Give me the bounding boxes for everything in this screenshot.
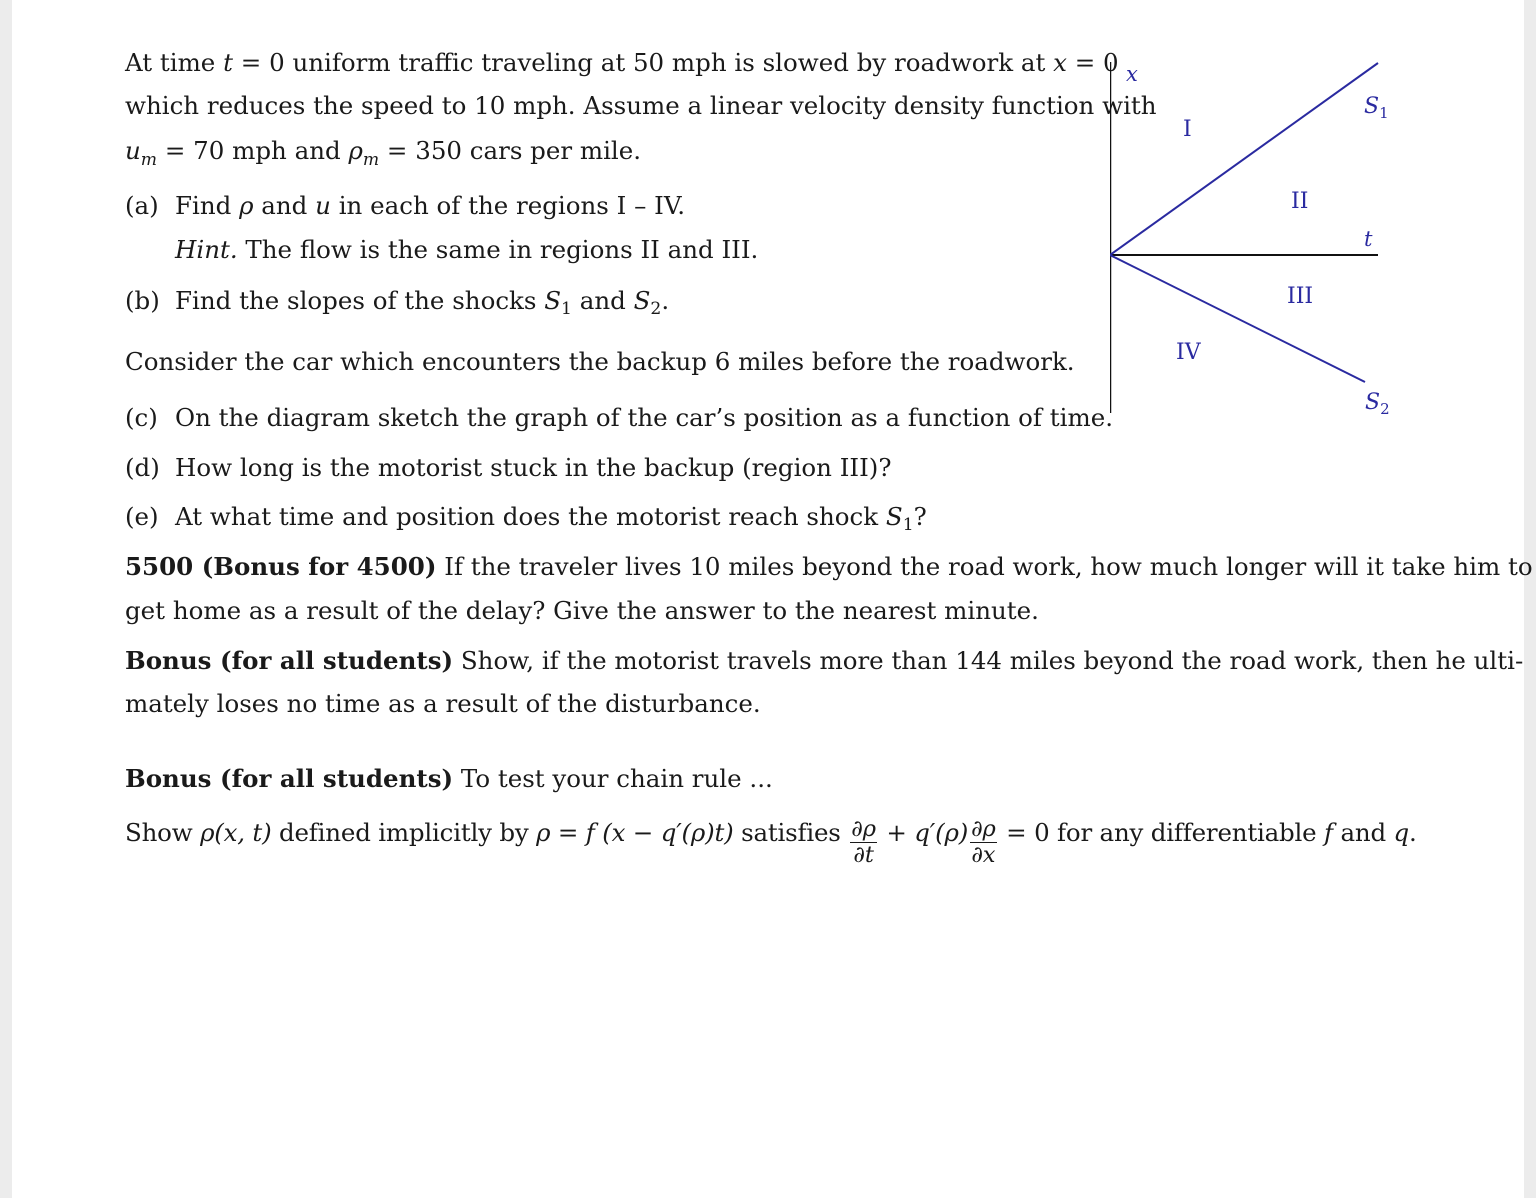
region-IV-label: IV [1176, 340, 1201, 365]
hint-text: Hint. The flow is the same in regions II and III. [175, 235, 759, 264]
bonus-5500-line-2: get home as a result of the delay? Give the answer to the nearest minute. [125, 596, 1039, 625]
part-e-label: (e) [125, 502, 159, 531]
bonus-all-2-line-1: Bonus (for all students) To test your chain rule ... [125, 764, 773, 793]
chain-rule-equation: Show ρ(x, t) defined implicitly by ρ = f (x − q′(ρ)t) satisfies $\frac{\partial\rho}{\partial t}$ + q′(ρ) $\frac{\partial\rho}{\partial x}$ = 0 for any differentiable f and q. [125, 816, 1417, 868]
intro-line-1: At time t = 0 uniform traffic traveling at 50 mph is slowed by roadwork at x = 0 [125, 48, 1119, 77]
bonus-all-1-line-2: mately loses no time as a result of the disturbance. [125, 689, 761, 718]
shock-s1-label: $S_1$ [1364, 94, 1389, 122]
part-d-label: (d) [125, 453, 160, 482]
part-a-text: Find ρ and u in each of the regions I – IV. [175, 191, 686, 220]
part-c-text: On the diagram sketch the graph of the car’s position as a function of time. [175, 403, 1113, 432]
axis-x-label: x [1126, 62, 1138, 86]
part-b-text: Find the slopes of the shocks $S_1$ and $S_2$. [175, 286, 670, 320]
bonus-5500-line-1: 5500 (Bonus for 4500) If the traveler lives 10 miles beyond the road work, how much longer will it take him to [125, 552, 1533, 581]
part-a-label: (a) [125, 191, 159, 220]
document-page [12, 0, 1533, 1198]
axis-t-label: t [1364, 227, 1373, 251]
intro-line-3: $u_m = 70$ mph and $\rho_m = 350$ cars per mile. [125, 136, 642, 170]
region-II-label: II [1291, 189, 1309, 214]
part-b-label: (b) [125, 286, 160, 315]
part-e-text: At what time and position does the motorist reach shock $S_1$? [175, 502, 927, 536]
region-III-label: III [1287, 284, 1314, 309]
part-d-text: How long is the motorist stuck in the backup (region III)? [175, 453, 892, 482]
part-c-label: (c) [125, 403, 158, 432]
partial-rho-x-fraction: $\frac{\partial\rho}{\partial x}$ [971, 816, 996, 868]
partial-rho-t-fraction: $\frac{\partial\rho}{\partial t}$ [851, 816, 876, 868]
bonus-all-1-line-1: Bonus (for all students) Show, if the motorist travels more than 144 miles beyond the road work, then he ulti- [125, 646, 1524, 675]
shock-s1-line [1110, 63, 1378, 255]
shock-s2-line [1110, 255, 1365, 382]
consider-text: Consider the car which encounters the backup 6 miles before the roadwork. [125, 347, 1075, 376]
intro-line-2: which reduces the speed to 10 mph. Assume a linear velocity density function with [125, 91, 1157, 120]
shock-wave-diagram [1110, 50, 1410, 430]
region-I-label: I [1183, 117, 1192, 142]
shock-s2-label: $S_2$ [1365, 390, 1390, 418]
